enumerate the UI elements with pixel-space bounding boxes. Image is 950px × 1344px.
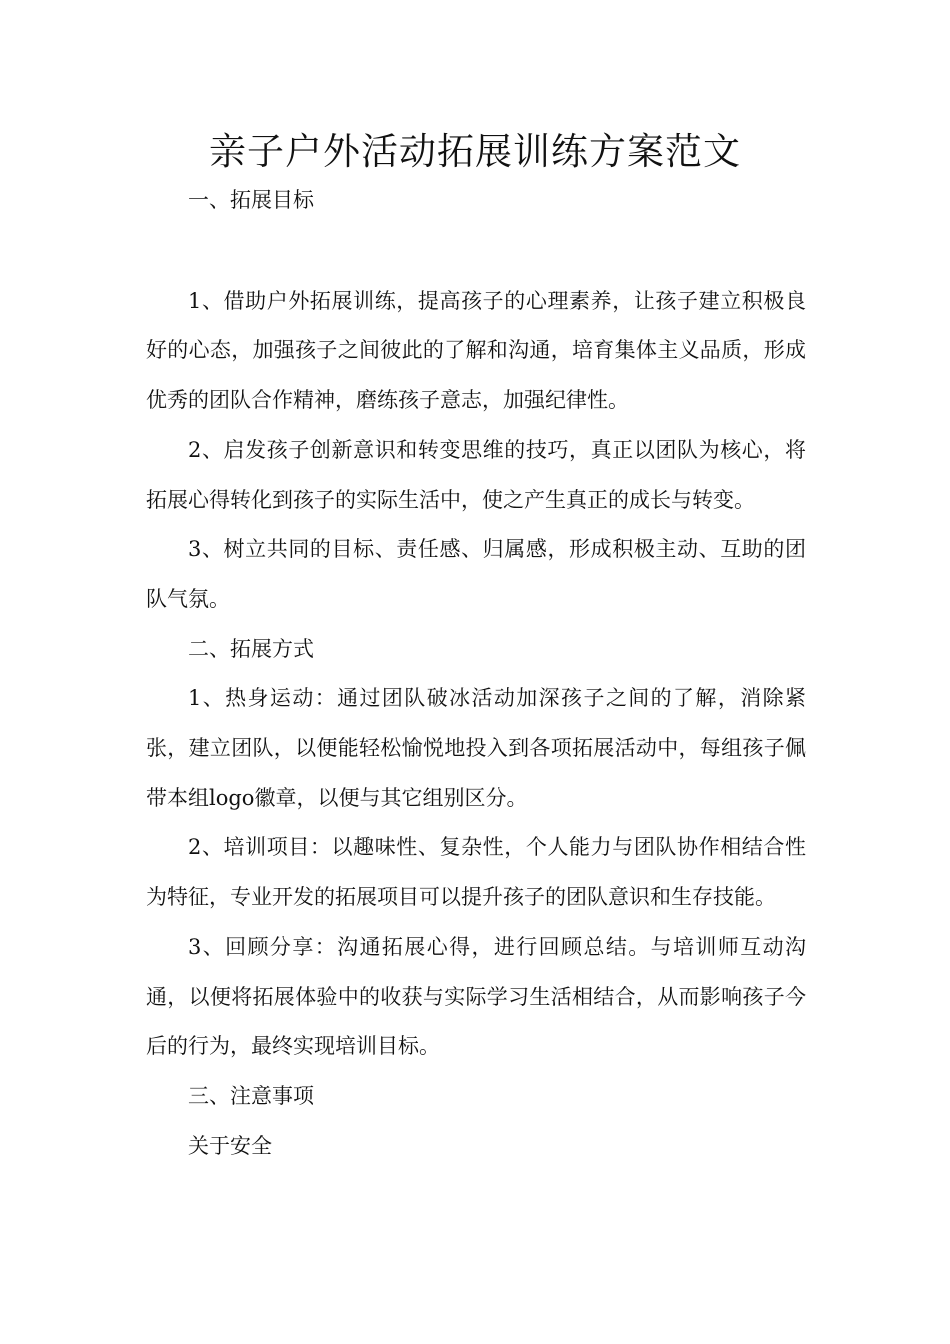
document-title: 亲子户外活动拓展训练方案范文	[209, 130, 741, 173]
paragraph: 2、培训项目：以趣味性、复杂性，个人能力与团队协作相结合性为特征，专业开发的拓展项目可以提升孩子的团队意识和生存技能。	[146, 835, 806, 910]
paragraph: 1、借助户外拓展训练，提高孩子的心理素养，让孩子建立积极良好的心态，加强孩子之间彼此的了解和沟通，培育集体主义品质，形成优秀的团队合作精神，磨练孩子意志，加强纪律性。	[146, 288, 806, 413]
section-heading-methods: 二、拓展方式	[188, 636, 314, 661]
paragraph: 关于安全	[188, 1133, 272, 1158]
section-heading-goals: 一、拓展目标	[188, 188, 314, 212]
paragraph: 2、启发孩子创新意识和转变思维的技巧，真正以团队为核心，将拓展心得转化到孩子的实际生活中，使之产生真正的成长与转变。	[146, 437, 806, 512]
document-body	[146, 176, 806, 1171]
paragraph: 3、回顾分享：沟通拓展心得，进行回顾总结。与培训师互动沟通，以便将拓展体验中的收获与实际学习生活相结合，从而影响孩子今后的行为，最终实现培训目标。	[146, 934, 806, 1059]
paragraph: 3、树立共同的目标、责任感、归属感，形成积极主动、互助的团队气氛。	[146, 537, 806, 611]
paragraph: 1、热身运动：通过团队破冰活动加深孩子之间的了解，消除紧张，建立团队，以便能轻松愉悦地投入到各项拓展活动中，每组孩子佩带本组logo徽章，以便与其它组别区分。	[146, 686, 806, 810]
section-heading-notes: 三、注意事项	[188, 1083, 314, 1108]
